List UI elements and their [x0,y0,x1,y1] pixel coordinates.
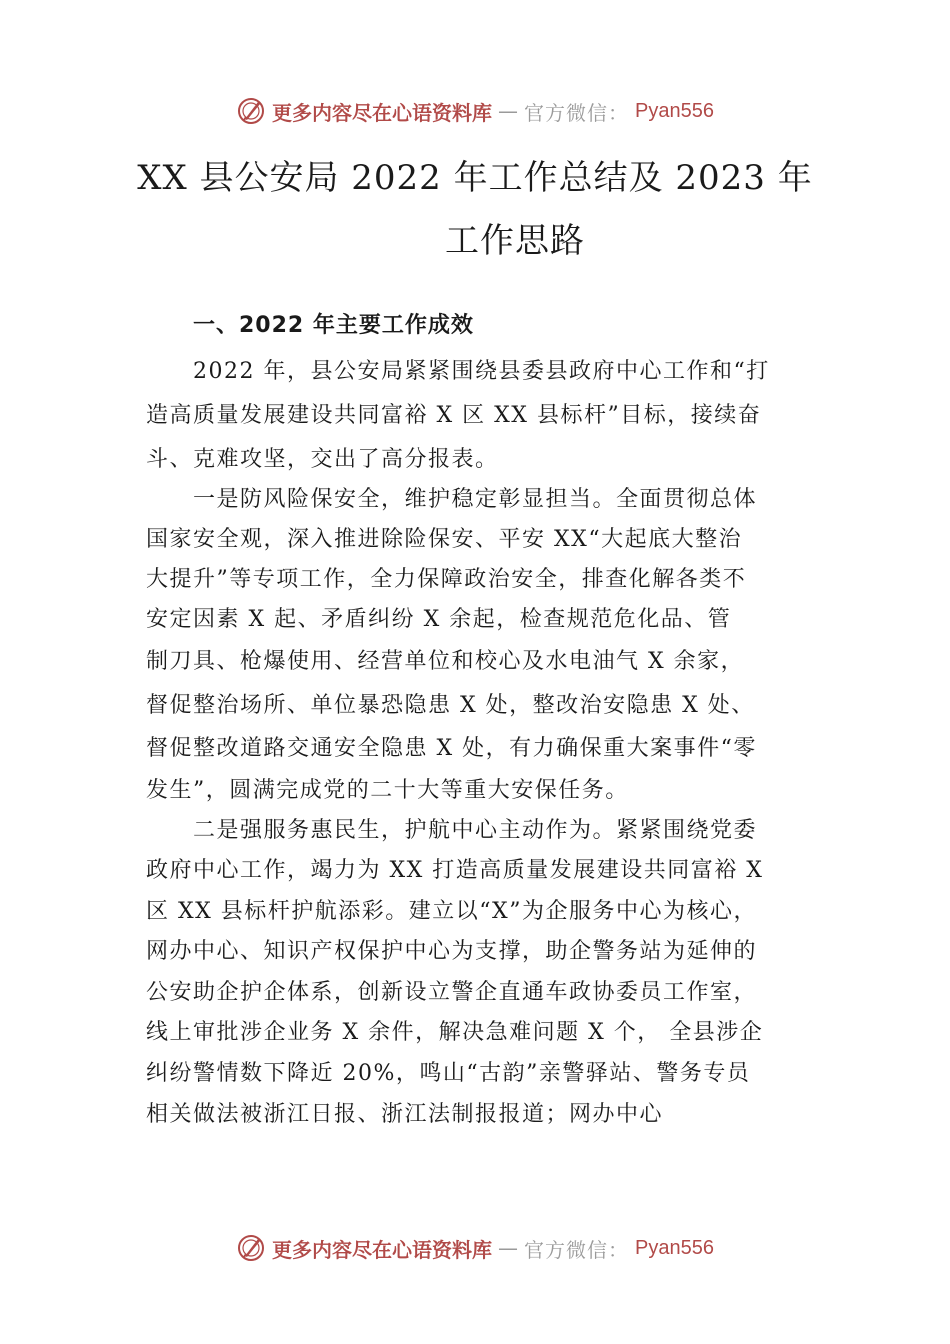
quill-seal-icon [236,1233,266,1263]
watermark-footer [0,1233,950,1263]
document-title-line-2: 工作思路 [445,221,585,261]
watermark-contact-label: 官方微信： [524,100,630,125]
document-title-line-1: XX 县公安局 2022 年工作总结及 2023 年 [137,158,813,198]
watermark-dash: — [498,99,519,123]
body-line: 制刀具、枪爆使用、经营单位和校心及水电油气 X 余家， [146,649,745,674]
watermark-brand: 更多内容尽在心语资料库 [272,100,493,125]
quill-seal-icon [236,96,266,126]
body-line: 督促整改道路交通安全隐患 X 处，有力确保重大案事件“零 [146,736,757,761]
watermark-contact-label: 官方微信： [524,1237,630,1262]
watermark-wechat-id: Pyan556 [635,1236,714,1259]
watermark-dash: — [498,1236,519,1260]
body-line: 安定因素 X 起、矛盾纠纷 X 余起，检查规范危化品、管 [146,607,732,632]
body-line: 大提升”等专项工作，全力保障政治安全，排查化解各类不 [146,567,747,592]
body-line: 相关做法被浙江日报、浙江法制报报道；网办中心 [146,1102,664,1127]
body-line: 二是强服务惠民生，护航中心主动作为。紧紧围绕党委 [193,818,758,843]
body-line: 督促整治场所、单位暴恐隐患 X 处，整改治安隐患 X 处、 [146,693,755,718]
body-line: 政府中心工作，竭力为 XX 打造高质量发展建设共同富裕 X [146,858,764,883]
watermark-header [0,96,950,126]
body-line: 造高质量发展建设共同富裕 X 区 XX 县标杆”目标，接续奋 [146,403,762,428]
body-line: 纠纷警情数下降近 20%，鸣山“古韵”亲警驿站、警务专员 [146,1061,751,1086]
body-line: 国家安全观，深入推进除险保安、平安 XX“大起底大整治 [146,527,743,552]
body-line: 线上审批涉企业务 X 余件，解决急难问题 X 个， 全县涉企 [146,1020,764,1045]
body-line: 一是防风险保安全，维护稳定彰显担当。全面贯彻总体 [193,487,758,512]
body-line: 区 XX 县标杆护航添彩。建立以“X”为企服务中心为核心， [146,899,757,924]
body-line: 2022 年，县公安局紧紧围绕县委县政府中心工作和“打 [193,359,770,384]
section-heading: 一、2022 年主要工作成效 [193,313,474,338]
body-line: 斗、克难攻坚，交出了高分报表。 [146,447,499,472]
body-line: 发生”，圆满完成党的二十大等重大安保任务。 [146,778,629,803]
body-line: 网办中心、知识产权保护中心为支撑，助企警务站为延伸的 [146,939,758,964]
watermark-wechat-id: Pyan556 [635,99,714,122]
body-line: 公安助企护企体系，创新设立警企直通车政协委员工作室， [146,980,758,1005]
watermark-brand: 更多内容尽在心语资料库 [272,1237,493,1262]
